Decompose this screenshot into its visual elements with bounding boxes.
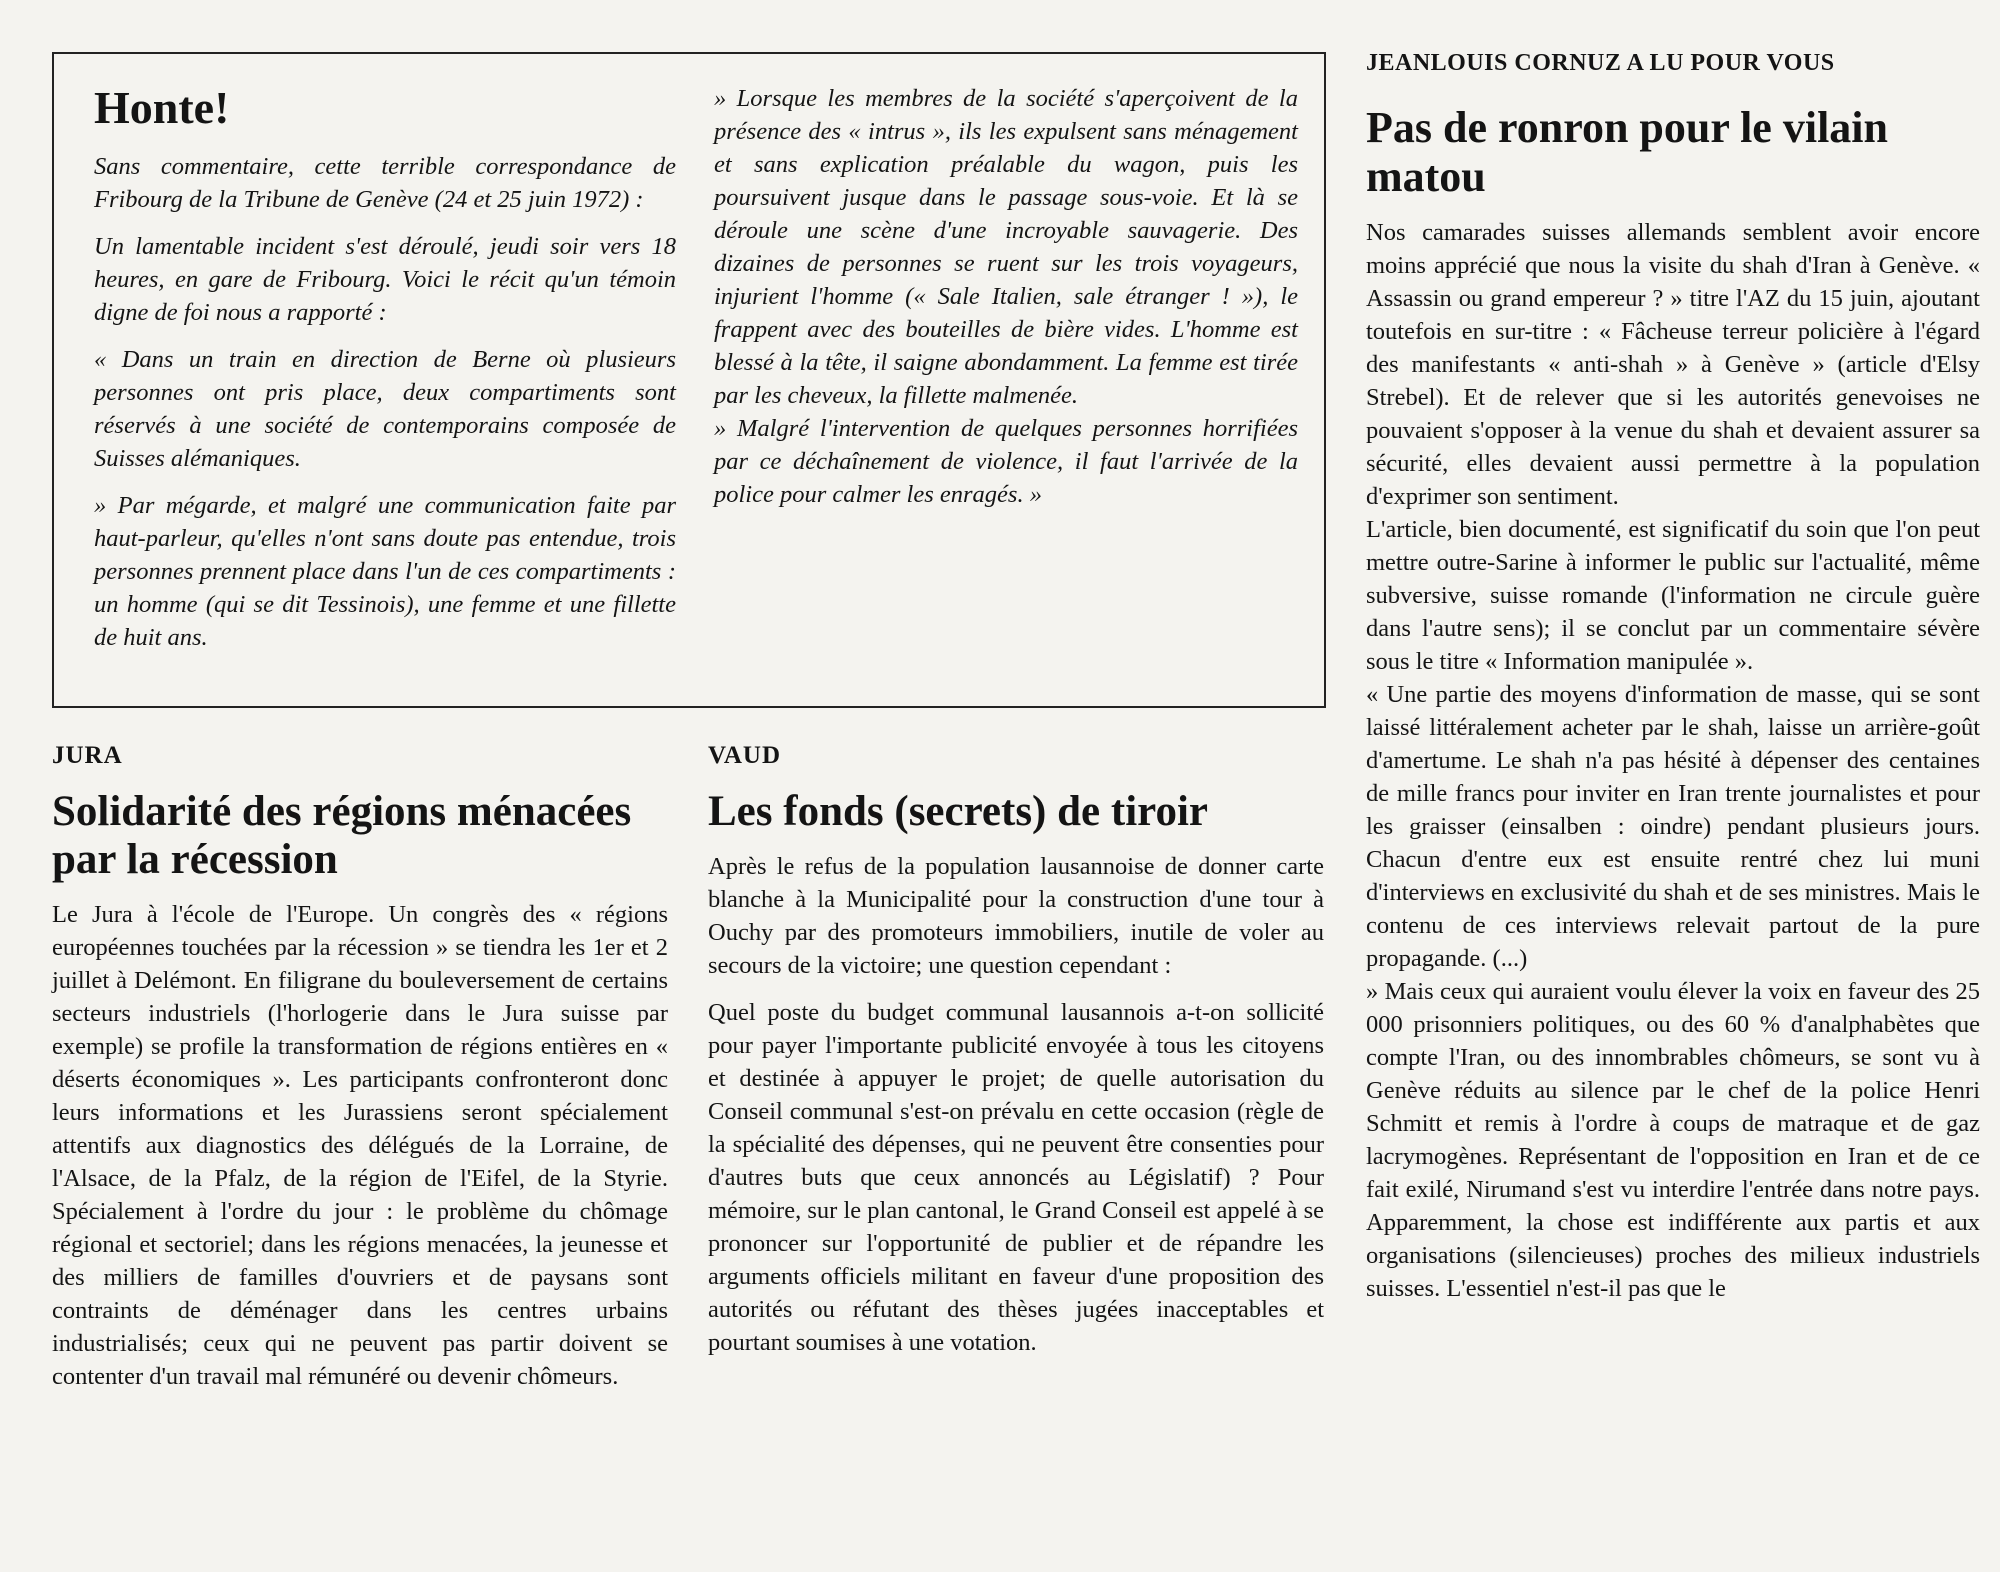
cornuz-kicker: JEANLOUIS CORNUZ A LU POUR VOUS: [1366, 50, 1835, 76]
cornuz-headline: Pas de ronron pour le vilain matou: [1366, 103, 1888, 202]
box-paragraph: Un lamentable incident s'est déroulé, jeudi soir vers 18 heures, en gare de Fribourg. Voici le récit qu'un témoin digne de foi nous a rapporté :: [94, 233, 676, 326]
cornuz-paragraph: « Une partie des moyens d'information de masse, qui se sont laissé littéralement acheter par le shah, laisse un arrière-goût d'amertume. Le shah n'a pas hésité à dépenser des centaines de mille francs pour inviter en Iran trente journalistes et pour les graisser (einsalben : oindre) pendant plusieurs jours. Chacun d'entre eux est ensuite rentré chez lui muni d'interviews en exclusivité du shah et de ses ministres. Mais le contenu de ces interviews relevait partout de la pure propagande. (...): [1366, 680, 1980, 972]
box-column-right: [714, 82, 1298, 511]
box-column-left: [94, 150, 676, 654]
jura-article: [52, 742, 668, 1393]
cornuz-paragraph: L'article, bien documenté, est significatif du soin que l'on peut mettre outre-Sarine à informer le public sur l'actualité, même subversive, suisse romande (l'information ne circule guère dans l'autre sens); il se conclut par un commentaire sévère sous le titre « Information manipulée ».: [1366, 515, 1980, 675]
box-paragraph: « Dans un train en direction de Berne où plusieurs personnes ont pris place, deux compartiments sont réservés à une société de contemporains composée de Suisses alémaniques.: [94, 346, 676, 472]
vaud-article: [708, 742, 1324, 1359]
box-paragraph: » Par mégarde, et malgré une communication faite par haut-parleur, qu'elles n'ont sans doute pas entendue, trois personnes prennent place dans l'un de ces compartiments : un homme (qui se dit Tessinois), une femme et une fillette de huit ans.: [94, 492, 676, 651]
cornuz-article: [1366, 50, 1980, 1305]
box-headline: Honte!: [94, 82, 230, 133]
box-paragraph: » Malgré l'intervention de quelques personnes horrifiées par ce déchaînement de violence, il faut l'arrivée de la police pour calmer les enragés. »: [714, 415, 1298, 508]
cornuz-paragraph: Nos camarades suisses allemands semblent avoir encore moins apprécié que nous la visite du shah d'Iran à Genève. « Assassin ou grand empereur ? » titre l'AZ du 15 juin, ajoutant toutefois en sur-titre : « Fâcheuse terreur policière à l'égard des manifestants « anti-shah » à Genève » (article d'Elsy Strebel). Et de relever que si les autorités genevoises ne pouvaient s'opposer à la venue du shah et devaient assurer sa sécurité, elles devaient aussi permettre à la population d'exprimer son sentiment.: [1366, 218, 1980, 510]
box-paragraph: » Lorsque les membres de la société s'aperçoivent de la présence des « intrus », ils les expulsent sans ménagement et sans explication préalable du wagon, puis les poursuivent jusque dans le passage sous-voie. Et là se déroule une scène d'une incroyable sauvagerie. Des dizaines de personnes se ruent sur les trois voyageurs, injurient l'homme (« Sale Italien, sale étranger ! »), le frappent avec des bouteilles de bière vides. L'homme est blessé à la tête, il saigne abondamment. La femme est tirée par les cheveux, la fillette malmenée.: [714, 85, 1298, 409]
vaud-headline: Les fonds (secrets) de tiroir: [708, 788, 1208, 835]
vaud-paragraph: Quel poste du budget communal lausannois a-t-on sollicité pour payer l'importante publicité envoyée à tous les citoyens et destinée à appuyer le projet; de quelle autorisation du Conseil communal s'est-on prévalu en cette occasion (règle de la spécialité des dépenses, qui ne peuvent être consenties pour d'autres buts que ceux annoncés au Législatif) ? Pour mémoire, sur le plan cantonal, le Grand Conseil est appelé à se prononcer sur l'opportunité de publier et de répandre les arguments officiels militant en faveur d'une proposition des autorités ou réfutant des thèses jugées inacceptables et pourtant soumises à une votation.: [708, 999, 1324, 1357]
box-intro-paragraph: Sans commentaire, cette terrible correspondance de Fribourg de la Tribune de Genève (24 et 25 juin 1972) :: [94, 153, 676, 213]
vaud-kicker: VAUD: [708, 742, 781, 769]
vaud-paragraph: Après le refus de la population lausannoise de donner carte blanche à la Municipalité pour la construction d'une tour à Ouchy par des promoteurs immobiliers, inutile de voler au secours de la victoire; une question cependant :: [708, 853, 1324, 980]
jura-headline: Solidarité des régions ménacées par la récession: [52, 788, 632, 884]
jura-paragraph: Le Jura à l'école de l'Europe. Un congrès des « régions européennes touchées par la récession » se tiendra les 1er et 2 juillet à Delémont. En filigrane du bouleversement de certains secteurs industriels (l'horlogerie dans le Jura suisse par exemple) se profile la transformation de régions entières en « déserts économiques ». Les participants confronteront donc leurs informations et les Jurassiens seront spécialement attentifs aux diagnostics des délégués de la Lorraine, de l'Alsace, de la Pfalz, de la région de l'Eifel, de la Styrie. Spécialement à l'ordre du jour : le problème du chômage régional et sectoriel; dans les régions menacées, la jeunesse et des milliers de familles d'ouvriers et de paysans sont contraints de déménager dans les centres urbains industrialisés; ceux qui ne peuvent pas partir doivent se contenter d'un travail mal rémunéré ou devenir chômeurs.: [52, 901, 668, 1391]
cornuz-paragraph: » Mais ceux qui auraient voulu élever la voix en faveur des 25 000 prisonniers politiques, ou des 60 % d'analphabètes que compte l'Iran, ou des innombrables chômeurs, se sont vu à Genève réduits au silence par le chef de la police Henri Schmitt et remis à l'ordre à coups de matraque et de gaz lacrymogènes. Représentant de l'opposition en Iran et de ce fait exilé, Nirumand s'est vu interdire l'entrée dans notre pays. Apparemment, la chose est indifférente aux partis et aux organisations (silencieuses) proches des milieux industriels suisses. L'essentiel n'est-il pas que le: [1366, 977, 1980, 1302]
boxed-article: [52, 52, 1326, 708]
jura-kicker: JURA: [52, 742, 123, 769]
